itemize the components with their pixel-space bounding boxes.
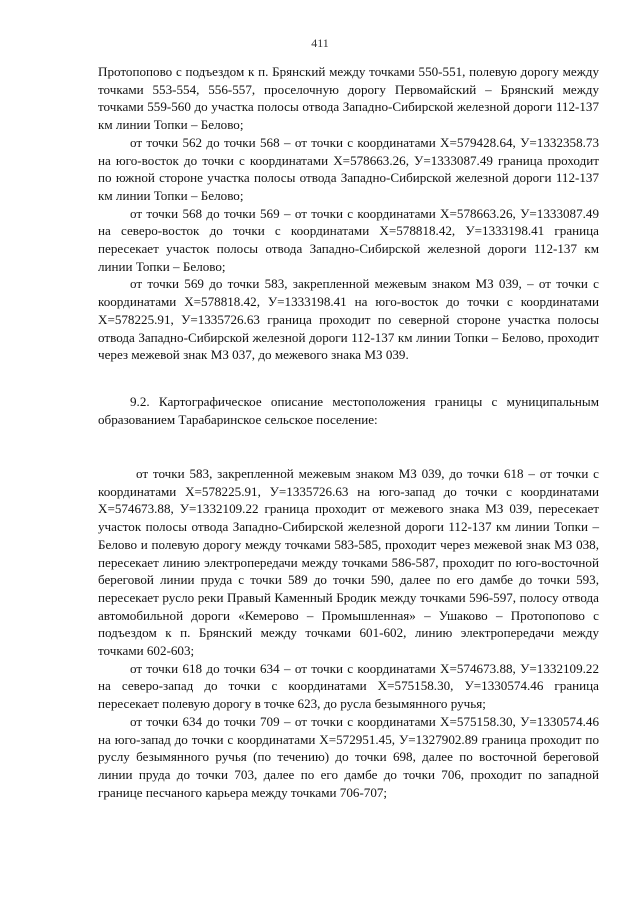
paragraph: от точки 634 до точки 709 – от точки с координатами Х=575158.30, У=1330574.46 на юго-запад до точки с координатами Х=572951.45, У=1327902.89 граница проходит по руслу безымянного ручья (по течению) до точки 698, далее по восточной береговой линии пруда до точки 703, далее по его дамбе до точки 706, проходит по западной границе песчаного карьера между точками 706-707;: [98, 713, 599, 800]
section-1-text: [98, 63, 599, 364]
paragraph-continuation: Протопопово с подъездом к п. Брянский между точками 550-551, полевую дорогу между точками 553-554, 556-557, проселочную дорогу Первомайский – Брянский между точками 559-560 до участка полосы отвода Западно-Сибирской железной дороги 112-137 км линии Топки – Белово;: [98, 64, 599, 133]
section-2-heading-block: [98, 393, 599, 428]
paragraph: от точки 568 до точки 569 – от точки с координатами Х=578663.26, У=1333087.49 на северо-восток до точки с координатами Х=578818.42, У=1333198.41 граница пересекает участок полосы отвода Западно-Сибирской железной дороги 112-137 км линии Топки – Белово;: [98, 205, 599, 274]
paragraph: от точки 569 до точки 583, закрепленной межевым знаком МЗ 039, – от точки с координатами Х=578818.42, У=1333198.41 на юго-восток до точки с координатами Х=578225.91, У=1335726.63 граница проходит по северной стороне участка полосы отвода Западно-Сибирской железной дороги 112-137 км линии Топки – Белово, проходит через межевой знак МЗ 037, до межевого знака МЗ 039.: [98, 276, 599, 363]
paragraph: от точки 618 до точки 634 – от точки с координатами Х=574673.88, У=1332109.22 на северо-запад до точки с координатами Х=575158.30, У=1330574.46 граница пересекает полевую дорогу в точке 623, до русла безымянного ручья;: [98, 660, 599, 712]
paragraph: от точки 583, закрепленной межевым знаком МЗ 039, до точки 618 – от точки с координатами Х=578225.91, У=1335726.63 на юго-запад до точки с координатами Х=574673.88, У=1332109.22 граница проходит от межевого знака МЗ 039, пересекает участок полосы отвода Западно-Сибирской железной дороги 112-137 км линии Топки – Белово и полевую дорогу между точками 583-585, проходит через межевой знак МЗ 038, пересекает линию электропередачи между точками 586-587, проходит по юго-восточной береговой линии пруда с точки 589 до точки 590, далее по его дамбе до точки 593, пересекает русло реки Правый Каменный Бродик между точками 596-597, полосу отвода автомобильной дороги «Кемерово – Промышленная» – Ушаково – Протопопово с подъездом к п. Брянский между точками 601-602, линию электропередачи между точками 602-603;: [98, 466, 599, 659]
paragraph: от точки 562 до точки 568 – от точки с координатами Х=579428.64, У=1332358.73 на юго-восток до точки с координатами Х=578663.26, У=1333087.49 граница проходит по южной стороне участка полосы отвода Западно-Сибирской железной дороги 112-137 км линии Топки – Белово;: [98, 134, 599, 203]
page-number: 411: [311, 36, 329, 50]
section-2-text: [98, 465, 599, 801]
section-heading: 9.2. Картографическое описание местоположения границы с муниципальным образованием Тарабаринское сельское поселение:: [98, 394, 599, 427]
